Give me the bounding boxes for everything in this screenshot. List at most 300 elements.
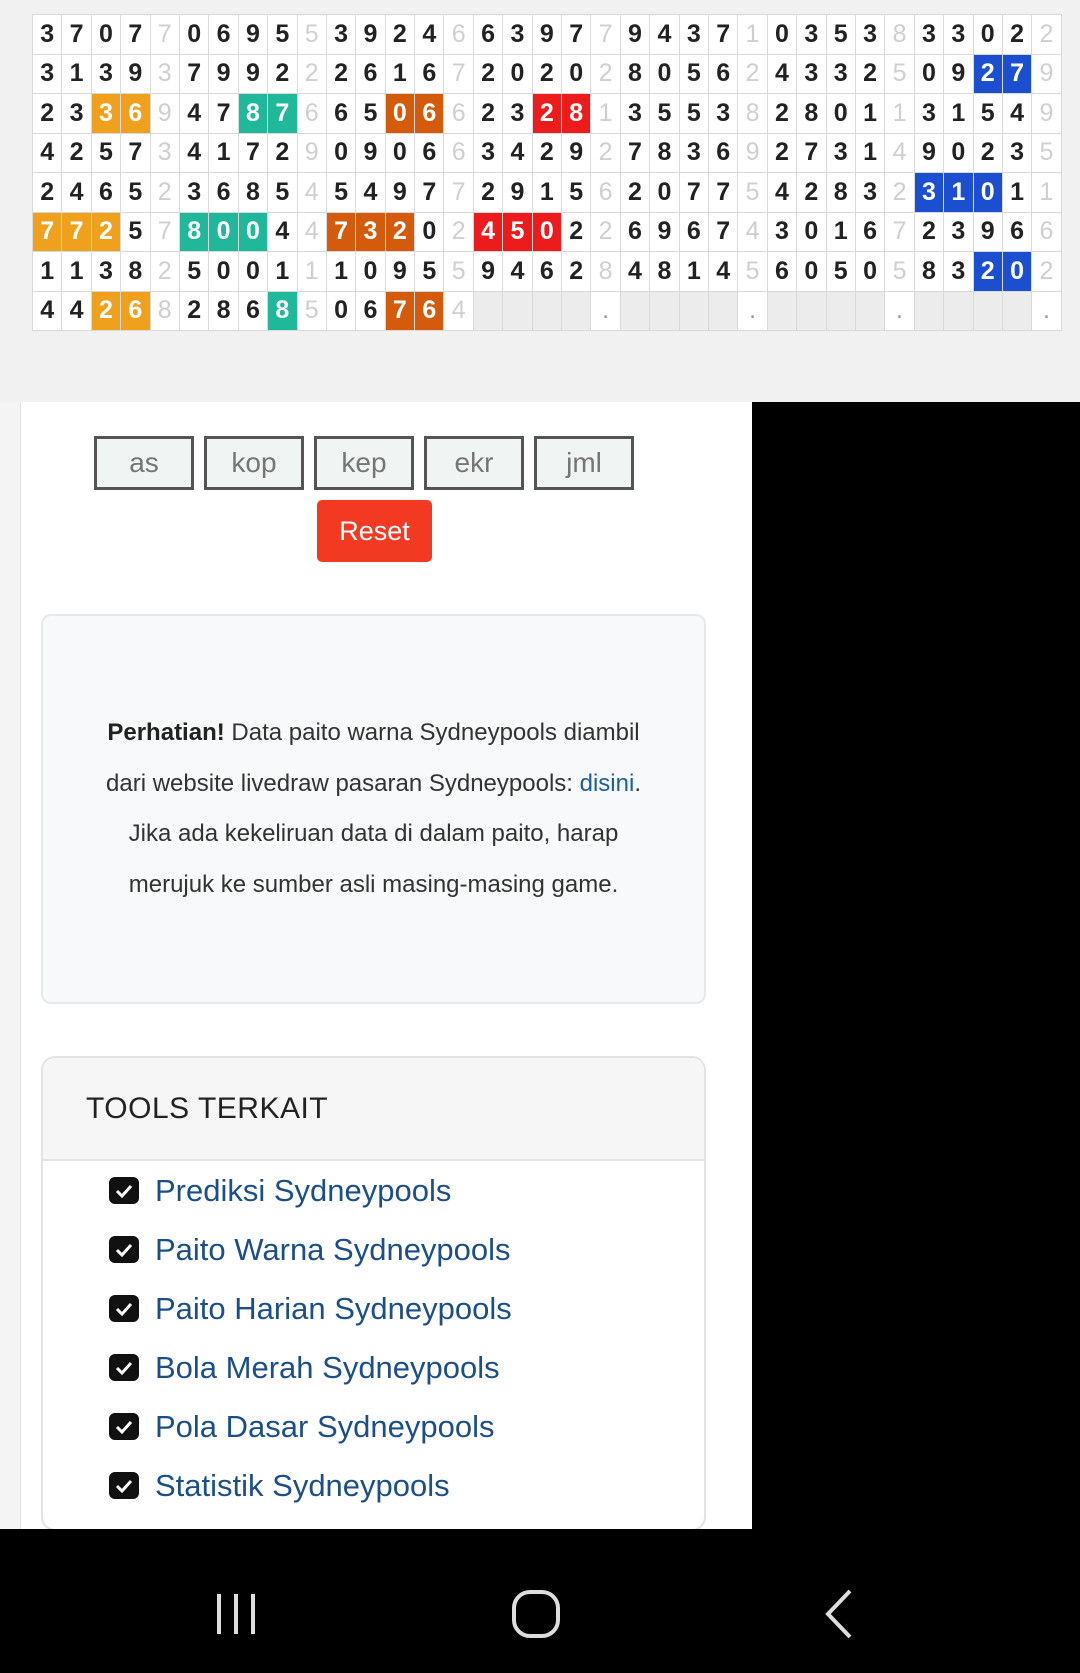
grid-digit-cell: 3 xyxy=(944,212,973,252)
grid-digit-cell: 4 xyxy=(650,15,679,55)
grid-digit-cell: 1 xyxy=(268,252,297,292)
checkbox-checked-icon xyxy=(109,1177,139,1204)
tools-list xyxy=(43,1161,704,1515)
tool-link-statistik[interactable]: Statistik Sydneypools xyxy=(155,1467,450,1503)
grid-digit-cell: 2 xyxy=(473,173,502,213)
checkbox-checked-icon xyxy=(109,1354,139,1381)
grid-digit-cell: 2 xyxy=(562,252,591,292)
grid-digit-cell: 3 xyxy=(503,15,532,55)
grid-separator-cell: 6 xyxy=(444,94,473,134)
grid-digit-cell: 7 xyxy=(708,15,737,55)
grid-separator-cell: 5 xyxy=(297,15,326,55)
grid-digit-cell: 5 xyxy=(826,15,855,55)
notice-link[interactable]: disini xyxy=(579,769,635,797)
grid-digit-cell: 9 xyxy=(503,173,532,213)
grid-digit-cell: 5 xyxy=(679,54,708,94)
grid-digit-cell: 7 xyxy=(121,15,150,55)
grid-separator-cell: 9 xyxy=(1032,94,1061,134)
grid-digit-cell: 4 xyxy=(767,54,796,94)
grid-digit-cell: 1 xyxy=(855,94,884,134)
grid-separator-cell: 2 xyxy=(591,212,620,252)
grid-digit-cell: 9 xyxy=(650,212,679,252)
grid-digit-cell: 1 xyxy=(62,54,91,94)
grid-digit-cell: 5 xyxy=(650,94,679,134)
grid-dot-cell: . xyxy=(885,291,914,331)
grid-digit-cell: 3 xyxy=(826,54,855,94)
grid-digit-cell: 9 xyxy=(620,15,649,55)
grid-digit-cell: 6 xyxy=(238,291,267,331)
grid-digit-cell: 2 xyxy=(797,173,826,213)
grid-digit-cell: 4 xyxy=(415,15,444,55)
grid-row xyxy=(33,173,1062,213)
grid-digit-cell: 8 xyxy=(562,94,591,134)
grid-digit-cell: 7 xyxy=(385,291,414,331)
grid-digit-cell: 2 xyxy=(855,54,884,94)
grid-digit-cell: 7 xyxy=(268,94,297,134)
grid-digit-cell: 3 xyxy=(473,133,502,173)
grid-digit-cell: 3 xyxy=(503,94,532,134)
grid-digit-cell: 7 xyxy=(62,15,91,55)
grid-separator-cell: 9 xyxy=(150,94,179,134)
grid-digit-cell: 2 xyxy=(473,94,502,134)
grid-digit-cell: 7 xyxy=(620,133,649,173)
grid-separator-cell: 2 xyxy=(150,252,179,292)
grid-digit-cell: 9 xyxy=(473,252,502,292)
grid-digit-cell: 9 xyxy=(238,15,267,55)
grid-separator-cell: 2 xyxy=(591,133,620,173)
grid-digit-cell: 3 xyxy=(944,252,973,292)
grid-separator-cell: 1 xyxy=(297,252,326,292)
grid-digit-cell: 2 xyxy=(973,133,1002,173)
grid-empty-cell xyxy=(1002,291,1031,331)
grid-digit-cell: 0 xyxy=(238,252,267,292)
grid-digit-cell: 7 xyxy=(797,133,826,173)
grid-digit-cell: 1 xyxy=(826,212,855,252)
grid-digit-cell: 5 xyxy=(121,212,150,252)
grid-digit-cell: 0 xyxy=(562,54,591,94)
grid-digit-cell: 3 xyxy=(914,173,943,213)
grid-digit-cell: 3 xyxy=(91,252,120,292)
grid-separator-cell: 5 xyxy=(885,54,914,94)
grid-digit-cell: 0 xyxy=(356,252,385,292)
grid-digit-cell: 2 xyxy=(532,54,561,94)
grid-separator-cell: 5 xyxy=(297,291,326,331)
grid-digit-cell: 8 xyxy=(238,173,267,213)
grid-separator-cell: 7 xyxy=(150,212,179,252)
filter-inputs xyxy=(94,436,634,490)
grid-digit-cell: 0 xyxy=(385,94,414,134)
notice-box xyxy=(41,614,706,1004)
tool-link-bola-merah[interactable]: Bola Merah Sydneypools xyxy=(155,1349,500,1385)
grid-digit-cell: 2 xyxy=(91,291,120,331)
grid-digit-cell: 6 xyxy=(708,133,737,173)
page-edge xyxy=(0,402,21,1529)
grid-separator-cell: 4 xyxy=(297,212,326,252)
grid-digit-cell: 6 xyxy=(708,54,737,94)
grid-digit-cell: 4 xyxy=(503,133,532,173)
grid-digit-cell: 3 xyxy=(179,173,208,213)
grid-separator-cell: 8 xyxy=(150,291,179,331)
grid-digit-cell: 0 xyxy=(503,54,532,94)
tool-item xyxy=(109,1397,704,1456)
grid-digit-cell: 8 xyxy=(268,291,297,331)
grid-digit-cell: 2 xyxy=(620,173,649,213)
grid-digit-cell: 9 xyxy=(914,133,943,173)
grid-digit-cell: 9 xyxy=(356,15,385,55)
grid-digit-cell: 0 xyxy=(650,54,679,94)
grid-separator-cell: 5 xyxy=(444,252,473,292)
grid-digit-cell: 3 xyxy=(62,94,91,134)
grid-digit-cell: 6 xyxy=(620,212,649,252)
grid-digit-cell: 0 xyxy=(1002,252,1031,292)
black-panel xyxy=(752,402,1080,1529)
grid-digit-cell: 7 xyxy=(121,133,150,173)
grid-digit-cell: 5 xyxy=(268,173,297,213)
grid-digit-cell: 0 xyxy=(209,212,238,252)
grid-digit-cell: 3 xyxy=(620,94,649,134)
grid-empty-cell xyxy=(797,291,826,331)
grid-digit-cell: 6 xyxy=(855,212,884,252)
grid-separator-cell: 3 xyxy=(150,133,179,173)
grid-digit-cell: 7 xyxy=(679,173,708,213)
filter-jml-input[interactable] xyxy=(534,436,634,490)
grid-digit-cell: 3 xyxy=(91,94,120,134)
grid-digit-cell: 3 xyxy=(33,54,62,94)
grid-digit-cell: 0 xyxy=(326,291,355,331)
grid-digit-cell: 9 xyxy=(385,173,414,213)
grid-digit-cell: 9 xyxy=(385,252,414,292)
grid-separator-cell: 7 xyxy=(591,15,620,55)
grid-digit-cell: 7 xyxy=(62,212,91,252)
grid-separator-cell: 8 xyxy=(738,94,767,134)
grid-separator-cell: 3 xyxy=(150,54,179,94)
filter-ekr-input[interactable] xyxy=(424,436,524,490)
grid-digit-cell: 0 xyxy=(326,133,355,173)
grid-separator-cell: 5 xyxy=(1032,133,1061,173)
grid-separator-cell: 7 xyxy=(150,15,179,55)
grid-row xyxy=(33,94,1062,134)
grid-digit-cell: 0 xyxy=(826,94,855,134)
grid-digit-cell: 3 xyxy=(914,15,943,55)
grid-digit-cell: 2 xyxy=(62,133,91,173)
grid-digit-cell: 7 xyxy=(326,212,355,252)
grid-digit-cell: 4 xyxy=(356,173,385,213)
grid-digit-cell: 8 xyxy=(179,212,208,252)
grid-empty-cell xyxy=(944,291,973,331)
grid-digit-cell: 7 xyxy=(33,212,62,252)
grid-digit-cell: 3 xyxy=(1002,133,1031,173)
grid-digit-cell: 7 xyxy=(708,173,737,213)
grid-separator-cell: 2 xyxy=(297,54,326,94)
grid-digit-cell: 1 xyxy=(944,94,973,134)
grid-digit-cell: 0 xyxy=(973,173,1002,213)
grid-digit-cell: 3 xyxy=(914,94,943,134)
grid-separator-cell: 2 xyxy=(591,54,620,94)
grid-row xyxy=(33,291,1062,331)
grid-digit-cell: 2 xyxy=(268,133,297,173)
tool-link-pola-dasar[interactable]: Pola Dasar Sydneypools xyxy=(155,1408,495,1444)
grid-separator-cell: 8 xyxy=(885,15,914,55)
grid-digit-cell: 0 xyxy=(209,252,238,292)
grid-digit-cell: 9 xyxy=(973,212,1002,252)
grid-separator-cell: 6 xyxy=(1032,212,1061,252)
grid-digit-cell: 0 xyxy=(385,133,414,173)
grid-digit-cell: 2 xyxy=(179,291,208,331)
grid-row xyxy=(33,252,1062,292)
grid-digit-cell: 4 xyxy=(179,133,208,173)
tool-link-paito-warna[interactable]: Paito Warna Sydneypools xyxy=(155,1231,511,1267)
grid-digit-cell: 0 xyxy=(91,15,120,55)
grid-digit-cell: 6 xyxy=(415,94,444,134)
grid-digit-cell: 7 xyxy=(209,94,238,134)
grid-digit-cell: 2 xyxy=(532,94,561,134)
grid-digit-cell: 7 xyxy=(708,212,737,252)
grid-digit-cell: 3 xyxy=(91,54,120,94)
grid-separator-cell: 7 xyxy=(444,54,473,94)
grid-digit-cell: 8 xyxy=(797,94,826,134)
grid-digit-cell: 5 xyxy=(326,173,355,213)
grid-digit-cell: 0 xyxy=(650,173,679,213)
grid-empty-cell xyxy=(855,291,884,331)
grid-digit-cell: 3 xyxy=(708,94,737,134)
grid-digit-cell: 5 xyxy=(562,173,591,213)
grid-digit-cell: 0 xyxy=(532,212,561,252)
grid-digit-cell: 9 xyxy=(944,54,973,94)
grid-digit-cell: 4 xyxy=(708,252,737,292)
grid-digit-cell: 7 xyxy=(415,173,444,213)
checkbox-checked-icon xyxy=(109,1472,139,1499)
grid-digit-cell: 0 xyxy=(855,252,884,292)
grid-separator-cell: 1 xyxy=(738,15,767,55)
grid-separator-cell: 9 xyxy=(1032,54,1061,94)
grid-digit-cell: 0 xyxy=(973,15,1002,55)
grid-digit-cell: 6 xyxy=(415,291,444,331)
grid-digit-cell: 5 xyxy=(121,173,150,213)
grid-digit-cell: 2 xyxy=(385,212,414,252)
grid-digit-cell: 0 xyxy=(767,15,796,55)
grid-separator-cell: 2 xyxy=(1032,15,1061,55)
grid-digit-cell: 6 xyxy=(91,173,120,213)
grid-digit-cell: 5 xyxy=(268,15,297,55)
grid-digit-cell: 4 xyxy=(620,252,649,292)
grid-digit-cell: 1 xyxy=(679,252,708,292)
grid-digit-cell: 6 xyxy=(209,15,238,55)
grid-digit-cell: 6 xyxy=(209,173,238,213)
grid-dot-cell: . xyxy=(1032,291,1061,331)
grid-row xyxy=(33,212,1062,252)
grid-digit-cell: 5 xyxy=(503,212,532,252)
grid-digit-cell: 6 xyxy=(1002,212,1031,252)
grid-digit-cell: 2 xyxy=(33,94,62,134)
tool-item xyxy=(109,1220,704,1279)
grid-empty-cell xyxy=(679,291,708,331)
grid-digit-cell: 5 xyxy=(356,94,385,134)
grid-digit-cell: 1 xyxy=(532,173,561,213)
grid-digit-cell: 7 xyxy=(562,15,591,55)
filter-as-input[interactable] xyxy=(94,436,194,490)
grid-digit-cell: 9 xyxy=(121,54,150,94)
grid-separator-cell: 2 xyxy=(444,212,473,252)
grid-empty-cell xyxy=(826,291,855,331)
android-nav-bar xyxy=(0,1529,1080,1673)
grid-row xyxy=(33,54,1062,94)
grid-digit-cell: 1 xyxy=(62,252,91,292)
filter-kep-input[interactable] xyxy=(314,436,414,490)
grid-digit-cell: 5 xyxy=(91,133,120,173)
grid-separator-cell: 6 xyxy=(297,94,326,134)
grid-digit-cell: 1 xyxy=(33,252,62,292)
grid-digit-cell: 3 xyxy=(944,15,973,55)
grid-digit-cell: 4 xyxy=(268,212,297,252)
grid-empty-cell xyxy=(708,291,737,331)
grid-separator-cell: 5 xyxy=(738,252,767,292)
grid-digit-cell: 1 xyxy=(209,133,238,173)
grid-empty-cell xyxy=(562,291,591,331)
grid-separator-cell: 4 xyxy=(444,291,473,331)
grid-digit-cell: 2 xyxy=(767,94,796,134)
grid-separator-cell: 8 xyxy=(591,252,620,292)
grid-digit-cell: 8 xyxy=(121,252,150,292)
grid-digit-cell: 9 xyxy=(356,133,385,173)
grid-digit-cell: 2 xyxy=(91,212,120,252)
tool-link-paito-harian[interactable]: Paito Harian Sydneypools xyxy=(155,1290,512,1326)
grid-digit-cell: 6 xyxy=(473,15,502,55)
grid-digit-cell: 2 xyxy=(767,133,796,173)
grid-digit-cell: 0 xyxy=(914,54,943,94)
grid-separator-cell: 2 xyxy=(1032,252,1061,292)
tools-title: TOOLS TERKAIT xyxy=(43,1058,704,1161)
paito-grid-section xyxy=(0,0,1080,402)
grid-empty-cell xyxy=(620,291,649,331)
tools-card xyxy=(41,1056,706,1531)
grid-digit-cell: 8 xyxy=(620,54,649,94)
grid-empty-cell xyxy=(767,291,796,331)
grid-digit-cell: 8 xyxy=(826,173,855,213)
grid-digit-cell: 8 xyxy=(238,94,267,134)
tool-item xyxy=(109,1456,704,1515)
grid-digit-cell: 2 xyxy=(385,15,414,55)
grid-dot-cell: . xyxy=(591,291,620,331)
grid-digit-cell: 5 xyxy=(179,252,208,292)
grid-digit-cell: 1 xyxy=(385,54,414,94)
grid-digit-cell: 2 xyxy=(33,173,62,213)
grid-digit-cell: 4 xyxy=(1002,94,1031,134)
tool-item xyxy=(109,1338,704,1397)
grid-digit-cell: 4 xyxy=(62,173,91,213)
grid-digit-cell: 8 xyxy=(914,252,943,292)
grid-digit-cell: 1 xyxy=(1002,173,1031,213)
grid-separator-cell: 7 xyxy=(444,173,473,213)
grid-digit-cell: 7 xyxy=(179,54,208,94)
grid-digit-cell: 5 xyxy=(415,252,444,292)
grid-separator-cell: 7 xyxy=(885,212,914,252)
grid-digit-cell: 4 xyxy=(473,212,502,252)
grid-digit-cell: 1 xyxy=(855,133,884,173)
grid-digit-cell: 6 xyxy=(121,291,150,331)
grid-empty-cell xyxy=(914,291,943,331)
grid-digit-cell: 0 xyxy=(415,212,444,252)
notice-text-1: Data paito warna Sydneypools diambil dari website livedraw pasaran Sydneypools: xyxy=(106,719,640,797)
grid-digit-cell: 1 xyxy=(326,252,355,292)
tool-item xyxy=(109,1279,704,1338)
grid-digit-cell: 7 xyxy=(238,133,267,173)
grid-digit-cell: 5 xyxy=(826,252,855,292)
grid-digit-cell: 6 xyxy=(121,94,150,134)
grid-digit-cell: 3 xyxy=(33,15,62,55)
grid-dot-cell: . xyxy=(738,291,767,331)
grid-row xyxy=(33,133,1062,173)
filter-kop-input[interactable] xyxy=(204,436,304,490)
grid-separator-cell: 9 xyxy=(738,133,767,173)
grid-separator-cell: 6 xyxy=(444,133,473,173)
grid-digit-cell: 3 xyxy=(826,133,855,173)
grid-digit-cell: 8 xyxy=(650,133,679,173)
grid-digit-cell: 3 xyxy=(855,15,884,55)
recent-apps-icon[interactable] xyxy=(191,1569,281,1659)
grid-separator-cell: 4 xyxy=(297,173,326,213)
checkbox-checked-icon xyxy=(109,1236,139,1263)
grid-digit-cell: 0 xyxy=(944,133,973,173)
grid-separator-cell: 1 xyxy=(591,94,620,134)
tool-link-prediksi[interactable]: Prediksi Sydneypools xyxy=(155,1172,452,1208)
grid-digit-cell: 6 xyxy=(356,291,385,331)
grid-digit-cell: 3 xyxy=(679,133,708,173)
grid-digit-cell: 3 xyxy=(797,54,826,94)
grid-digit-cell: 6 xyxy=(532,252,561,292)
grid-digit-cell: 5 xyxy=(973,94,1002,134)
grid-digit-cell: 4 xyxy=(62,291,91,331)
grid-digit-cell: 3 xyxy=(679,15,708,55)
grid-digit-cell: 0 xyxy=(797,212,826,252)
grid-empty-cell xyxy=(532,291,561,331)
grid-digit-cell: 4 xyxy=(33,291,62,331)
grid-digit-cell: 4 xyxy=(33,133,62,173)
tool-item xyxy=(109,1161,704,1220)
grid-empty-cell xyxy=(650,291,679,331)
checkbox-checked-icon xyxy=(109,1295,139,1322)
grid-digit-cell: 2 xyxy=(326,54,355,94)
notice-text xyxy=(93,708,654,910)
grid-separator-cell: 2 xyxy=(738,54,767,94)
grid-row xyxy=(33,15,1062,55)
grid-digit-cell: 2 xyxy=(1002,15,1031,55)
grid-digit-cell: 3 xyxy=(855,173,884,213)
grid-empty-cell xyxy=(473,291,502,331)
reset-button[interactable]: Reset xyxy=(317,500,432,562)
grid-digit-cell: 0 xyxy=(797,252,826,292)
grid-digit-cell: 6 xyxy=(356,54,385,94)
grid-digit-cell: 2 xyxy=(973,54,1002,94)
grid-digit-cell: 0 xyxy=(238,212,267,252)
grid-separator-cell: 6 xyxy=(591,173,620,213)
grid-digit-cell: 9 xyxy=(532,15,561,55)
grid-digit-cell: 2 xyxy=(562,212,591,252)
grid-separator-cell: 5 xyxy=(738,173,767,213)
grid-digit-cell: 9 xyxy=(562,133,591,173)
grid-digit-cell: 9 xyxy=(238,54,267,94)
grid-separator-cell: 5 xyxy=(885,252,914,292)
home-icon[interactable] xyxy=(491,1569,581,1659)
grid-digit-cell: 2 xyxy=(532,133,561,173)
grid-digit-cell: 4 xyxy=(179,94,208,134)
back-icon[interactable] xyxy=(795,1569,885,1659)
grid-digit-cell: 2 xyxy=(973,252,1002,292)
grid-separator-cell: 2 xyxy=(150,173,179,213)
grid-separator-cell: 9 xyxy=(297,133,326,173)
grid-digit-cell: 0 xyxy=(179,15,208,55)
grid-digit-cell: 9 xyxy=(209,54,238,94)
grid-digit-cell: 3 xyxy=(326,15,355,55)
